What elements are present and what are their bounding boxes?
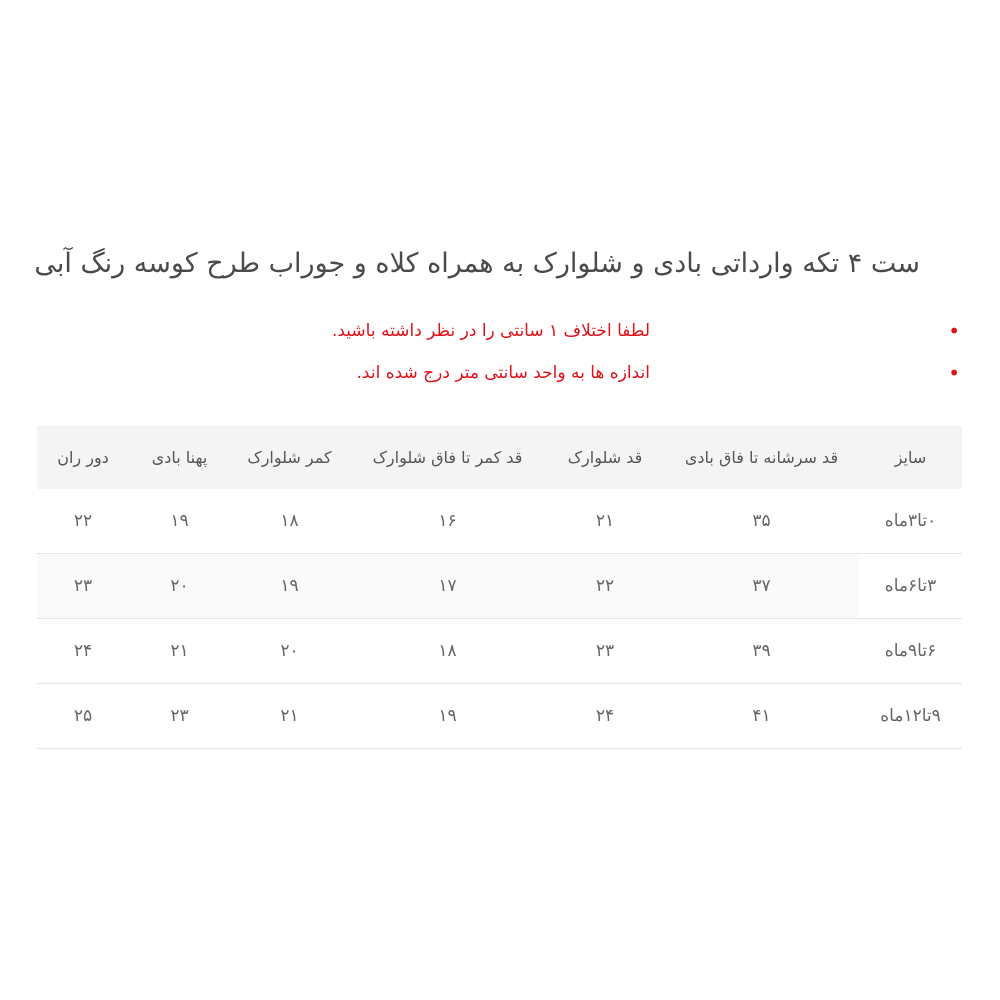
table-cell: ۱۹ <box>349 684 546 749</box>
table-cell: ۲۰ <box>230 619 349 684</box>
table-cell: ۲۱ <box>129 619 230 684</box>
table-row <box>37 684 962 749</box>
table-row <box>37 554 962 619</box>
table-cell: ۲۳ <box>37 554 129 619</box>
size-cell: ۰تا۳ماه <box>859 489 962 554</box>
note-text: لطفا اختلاف ۱ سانتی را در نظر داشته باشید. <box>331 321 650 341</box>
header-body-width: پهنا بادی <box>129 426 230 489</box>
table-cell: ۲۵ <box>37 684 129 749</box>
table-cell: ۲۲ <box>37 489 129 554</box>
bullet-icon: • <box>948 361 960 385</box>
header-waist-to-crotch: قد کمر تا فاق شلوارک <box>349 426 546 489</box>
table-header-row <box>37 426 962 489</box>
page-title: ست ۴ تکه وارداتی بادی و شلوارک به همراه کلاه و جوراب طرح کوسه رنگ آبی <box>34 248 920 279</box>
table-cell: ۲۱ <box>230 684 349 749</box>
table-cell: ۱۸ <box>230 489 349 554</box>
header-shorts-length: قد شلوارک <box>546 426 664 489</box>
table-cell: ۱۷ <box>349 554 546 619</box>
header-size: سایز <box>859 426 962 489</box>
table-cell: ۲۰ <box>129 554 230 619</box>
size-cell: ۳تا۶ماه <box>859 554 962 619</box>
table-cell: ۱۸ <box>349 619 546 684</box>
table-cell: ۱۶ <box>349 489 546 554</box>
table-cell: ۱۹ <box>129 489 230 554</box>
table-row <box>37 619 962 684</box>
header-shoulder-to-crotch: قد سرشانه تا فاق بادی <box>664 426 859 489</box>
table-cell: ۳۹ <box>664 619 859 684</box>
table-cell: ۳۷ <box>664 554 859 619</box>
note-item <box>40 358 960 400</box>
table-cell: ۴۱ <box>664 684 859 749</box>
header-thigh: دور ران <box>37 426 129 489</box>
bullet-icon: • <box>948 319 960 343</box>
note-text: اندازه ها به واحد سانتی متر درج شده اند. <box>356 363 650 383</box>
header-shorts-waist: کمر شلوارک <box>230 426 349 489</box>
note-item <box>40 316 960 358</box>
table-cell: ۲۱ <box>546 489 664 554</box>
table-row <box>37 489 962 554</box>
table-cell: ۲۲ <box>546 554 664 619</box>
size-cell: ۹تا۱۲ماه <box>859 684 962 749</box>
table-cell: ۲۴ <box>546 684 664 749</box>
table-cell: ۳۵ <box>664 489 859 554</box>
table-cell: ۲۳ <box>546 619 664 684</box>
size-cell: ۶تا۹ماه <box>859 619 962 684</box>
table-cell: ۲۳ <box>129 684 230 749</box>
size-table <box>37 426 962 749</box>
notes-list <box>40 316 960 400</box>
table-cell: ۱۹ <box>230 554 349 619</box>
table-cell: ۲۴ <box>37 619 129 684</box>
